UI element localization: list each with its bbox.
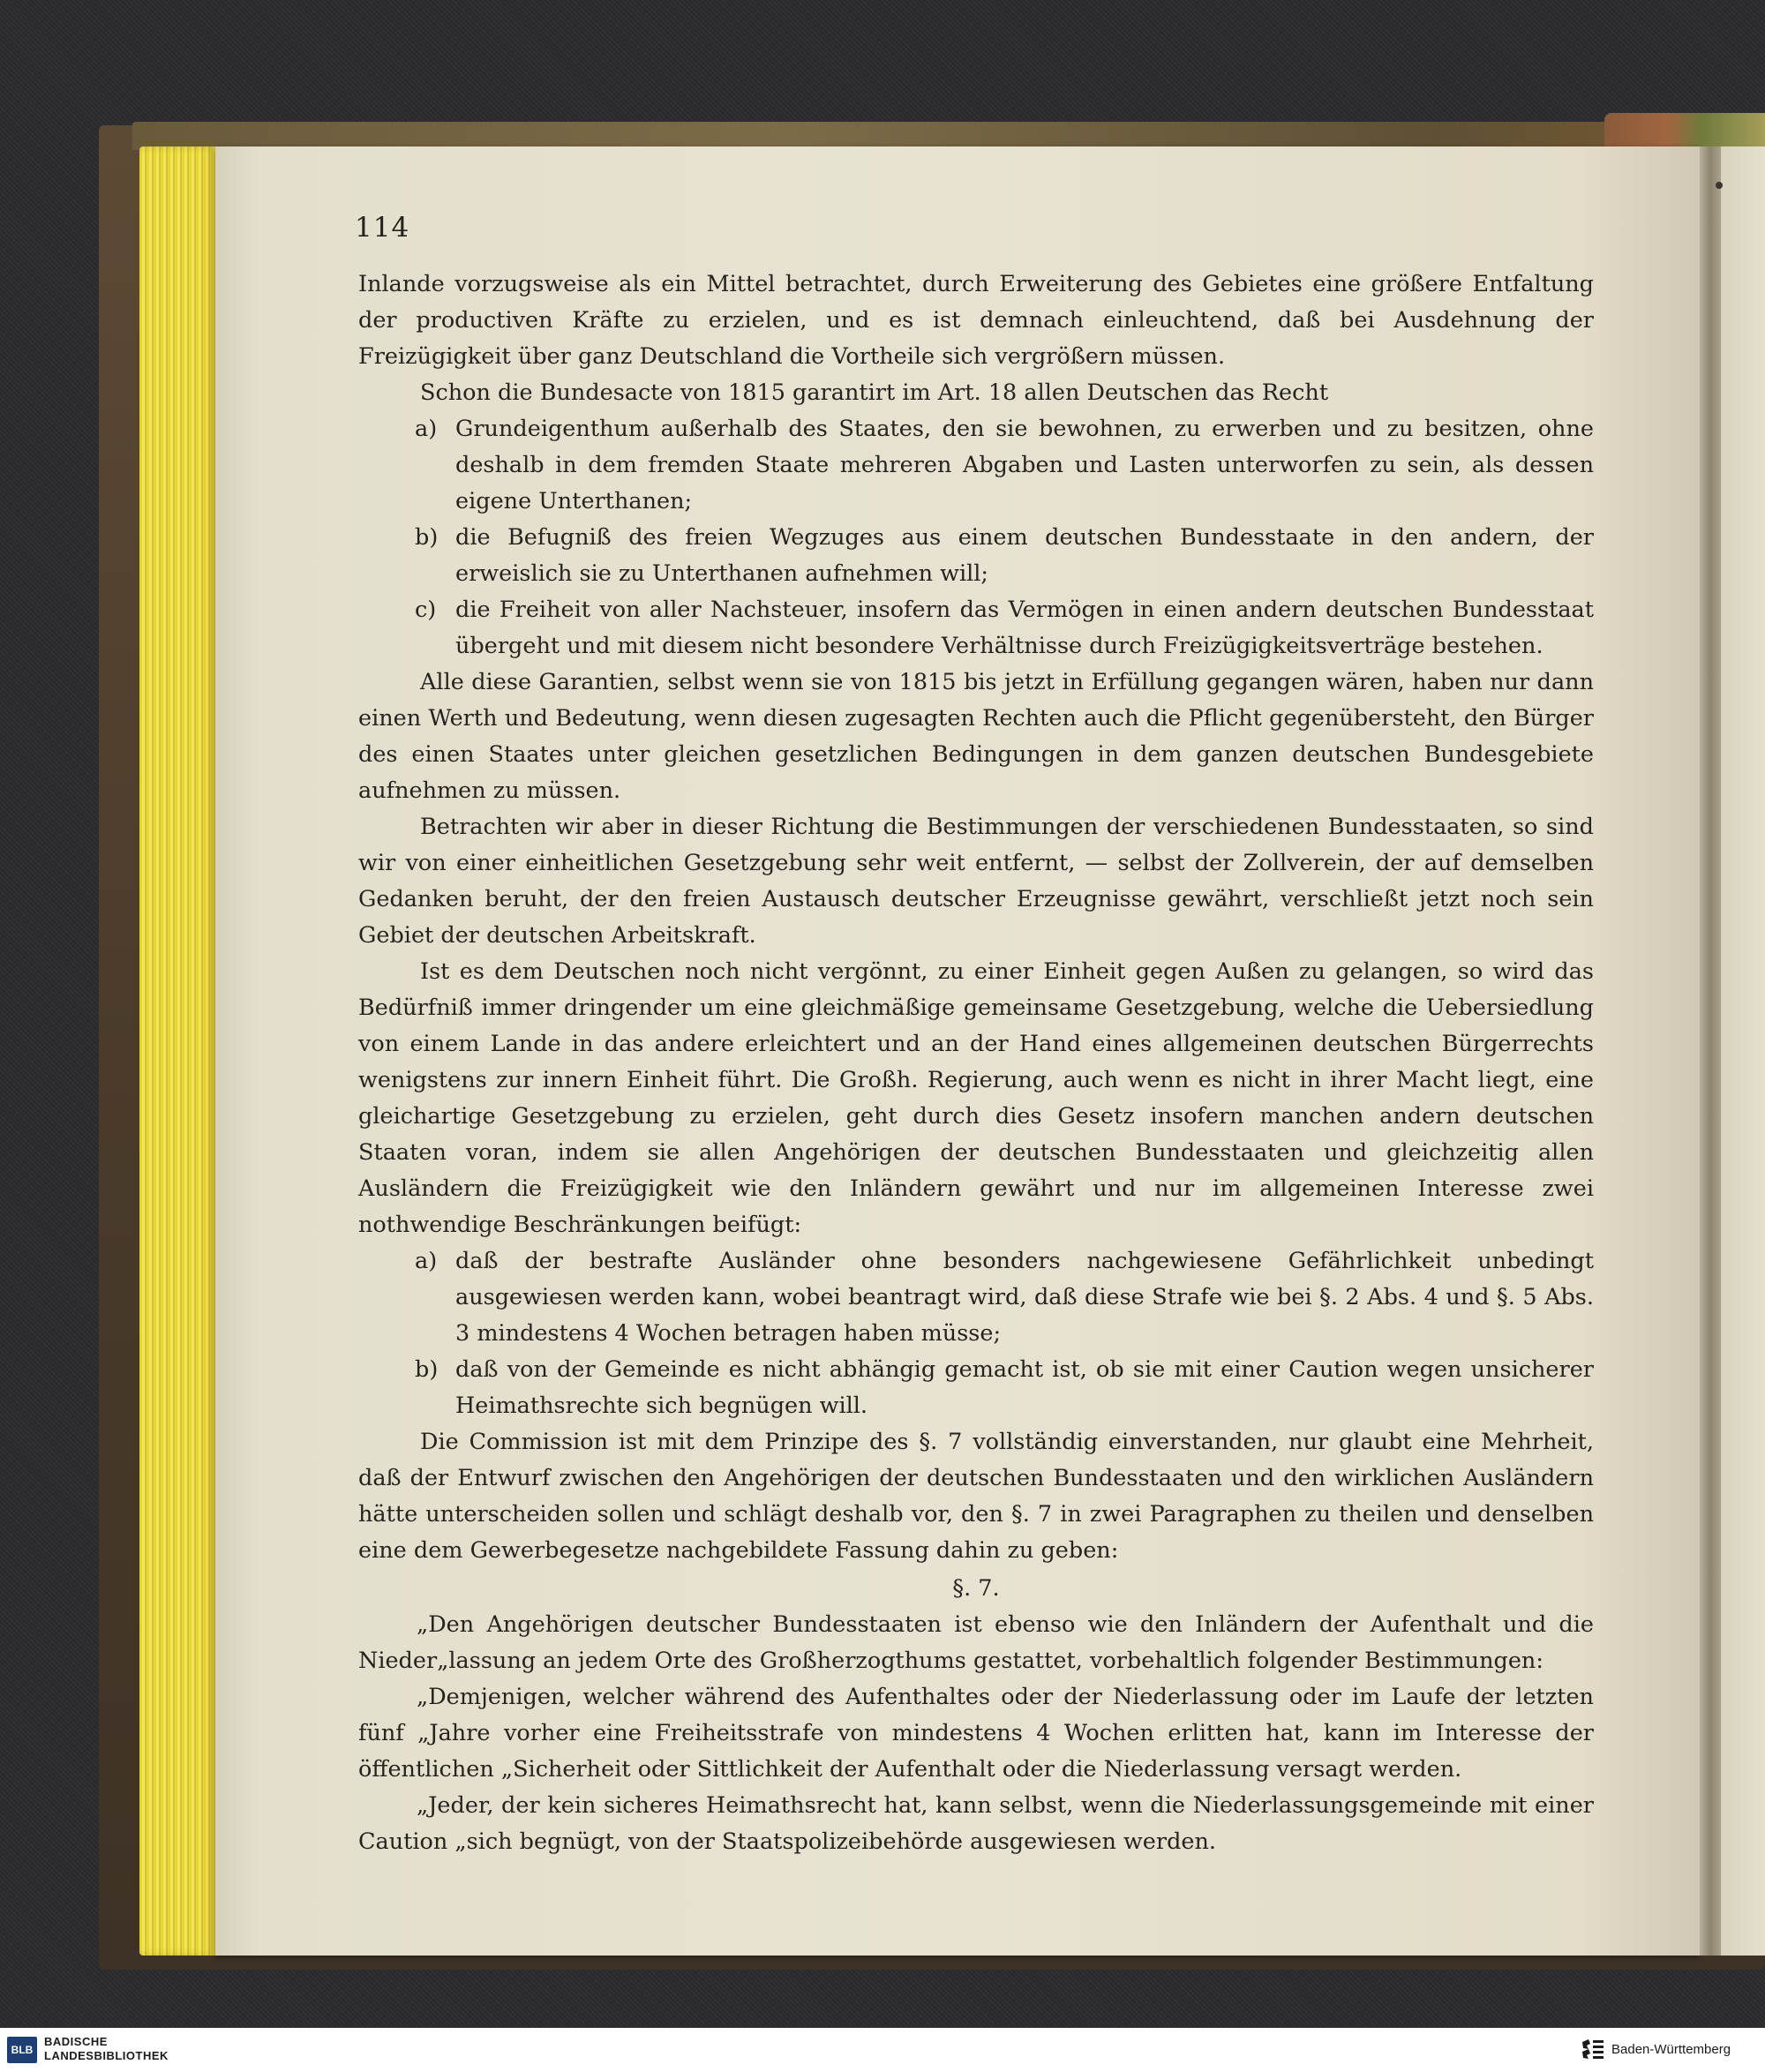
- list-item: [358, 592, 1594, 664]
- list-marker: b): [415, 1356, 439, 1383]
- list-item: [358, 1352, 1594, 1424]
- paragraph: Alle diese Garantien, selbst wenn sie von 1815 bis jetzt in Erfüllung gegangen wären, haben nur dann einen Werth und Bedeutung, wenn diesen zugesagten Rechten auch die Pflicht gegenübersteht, den Bürger des einen Staates unter gleichen gesetzlichen Bedingungen in dem ganzen deutschen Bundesgebiete aufnehmen zu müssen.: [358, 669, 1594, 804]
- library-name-line: BADISCHE: [44, 2035, 108, 2048]
- list-marker: a): [415, 1248, 438, 1274]
- list-text: die Freiheit von aller Nachsteuer, insofern das Vermögen in einen andern deutschen Bundesstaat übergeht und mit diesem nicht besondere Verhältnisse durch Freizügigkeitsverträge bestehen.: [455, 597, 1594, 659]
- page-text: [358, 267, 1594, 1860]
- quoted-paragraph: „Jeder, der kein sicheres Heimathsrecht hat, kann selbst, wenn die Niederlassungsgemeinde mit einer Caution „sich begnügt, von der Staatspolizeibehörde ausgewiesen werden.: [358, 1792, 1594, 1855]
- page-number: 114: [355, 212, 410, 244]
- quoted-paragraph: „Demjenigen, welcher während des Aufenthaltes oder der Niederlassung oder im Laufe der letzten fünf „Jahre vorher eine Freiheitsstrafe von mindestens 4 Wochen erlitten hat, kann im Interesse der öffentlichen „Sicherheit oder Sittlichkeit der Aufenthalt oder die Niederlassung versagt werden.: [358, 1684, 1594, 1783]
- state-name: Baden-Württemberg: [1611, 2042, 1731, 2057]
- list-marker: c): [415, 597, 437, 623]
- facing-page: [1721, 146, 1765, 1956]
- book-gutter: [1700, 146, 1721, 1956]
- paragraph: Schon die Bundesacte von 1815 garantirt im Art. 18 allen Deutschen das Recht: [420, 379, 1329, 406]
- list-marker: b): [415, 524, 439, 551]
- list-item: [358, 1243, 1594, 1352]
- page-block-edge: [139, 146, 215, 1956]
- library-name: [44, 2035, 169, 2063]
- list-text: die Befugniß des freien Wegzuges aus einem deutschen Bundesstaate in den andern, der erweislich sie zu Unterthanen aufnehmen will;: [455, 524, 1594, 587]
- list-marker: a): [415, 416, 438, 442]
- blb-logo[interactable]: BLB: [7, 2037, 37, 2063]
- paragraph: Die Commission ist mit dem Prinzipe des §. 7 vollständig einverstanden, nur glaubt eine Mehrheit, daß der Entwurf zwischen den Angehörigen der deutschen Bundesstaaten und den wirklichen Ausländern hätte unterscheiden sollen und schlägt deshalb vor, den §. 7 in zwei Paragraphen zu theilen und denselben eine dem Gewerbegesetze nachgebildete Fassung dahin zu geben:: [358, 1429, 1594, 1564]
- paragraph: Ist es dem Deutschen noch nicht vergönnt, zu einer Einheit gegen Außen zu gelangen, so wird das Bedürfniß immer dringender um eine gleichmäßige gemeinsame Gesetzgebung, welche die Uebersiedlung von einem Lande in das andere erleichtert und an der Hand eines allgemeinen deutschen Bürgerrechts wenigstens zur innern Einheit führt. Die Großh. Regierung, auch wenn es nicht in ihrer Macht liegt, eine gleichartige Gesetzgebung zu erzielen, geht durch dies Gesetz insofern manchen andern deutschen Staaten voran, indem sie allen Angehörigen der deutschen Bundesstaaten und gleichzeitig allen Ausländern die Freizügigkeit wie den Inländern gewährt und nur im allgemeinen Interesse zwei nothwendige Beschränkungen beifügt:: [358, 958, 1594, 1238]
- library-name-line: LANDESBIBLIOTHEK: [44, 2049, 169, 2062]
- list-text: daß der bestrafte Ausländer ohne besonders nachgewiesene Gefährlichkeit unbedingt ausgewiesen werden kann, wobei beantragt wird, daß diese Strafe wie bei §. 2 Abs. 4 und §. 5 Abs. 3 mindestens 4 Wochen betragen haben müsse;: [455, 1248, 1594, 1347]
- paragraph: Betrachten wir aber in dieser Richtung die Bestimmungen der verschiedenen Bundesstaaten, so sind wir von einer einheitlichen Gesetzgebung sehr weit entfernt, — selbst der Zollverein, der auf demselben Gedanken beruht, der den freien Austausch deutscher Erzeugnisse gewährt, verschließt jetzt noch sein Gebiet der deutschen Arbeitskraft.: [358, 814, 1594, 949]
- footer-bar: [0, 2028, 1765, 2072]
- list-text: Grundeigenthum außerhalb des Staates, den sie bewohnen, zu erwerben und zu besitzen, ohne deshalb in dem fremden Staate mehreren Abgaben und Lasten unterworfen zu sein, als dessen eigene Unterthanen;: [455, 416, 1594, 514]
- list-text: daß von der Gemeinde es nicht abhängig gemacht ist, ob sie mit einer Caution wegen unsicherer Heimathsrechte sich begnügen will.: [455, 1356, 1594, 1419]
- baden-wuerttemberg-lions-icon: [1580, 2037, 1606, 2063]
- paragraph: Inlande vorzugsweise als ein Mittel betrachtet, durch Erweiterung des Gebietes eine größere Entfaltung der productiven Kräfte zu erzielen, und es ist demnach einleuchtend, daß bei Ausdehnung der Freizügigkeit über ganz Deutschland die Vortheile sich vergrößern müssen.: [358, 271, 1594, 370]
- facing-page-mark: [1716, 182, 1723, 189]
- list-item: [358, 520, 1594, 592]
- list-item: [358, 411, 1594, 520]
- section-heading: §. 7.: [952, 1575, 1000, 1602]
- quoted-paragraph: „Den Angehörigen deutscher Bundesstaaten ist ebenso wie den Inländern der Aufenthalt und die Nieder„lassung an jedem Orte des Großherzogthums gestattet, vorbehaltlich folgender Bestimmungen:: [358, 1611, 1594, 1674]
